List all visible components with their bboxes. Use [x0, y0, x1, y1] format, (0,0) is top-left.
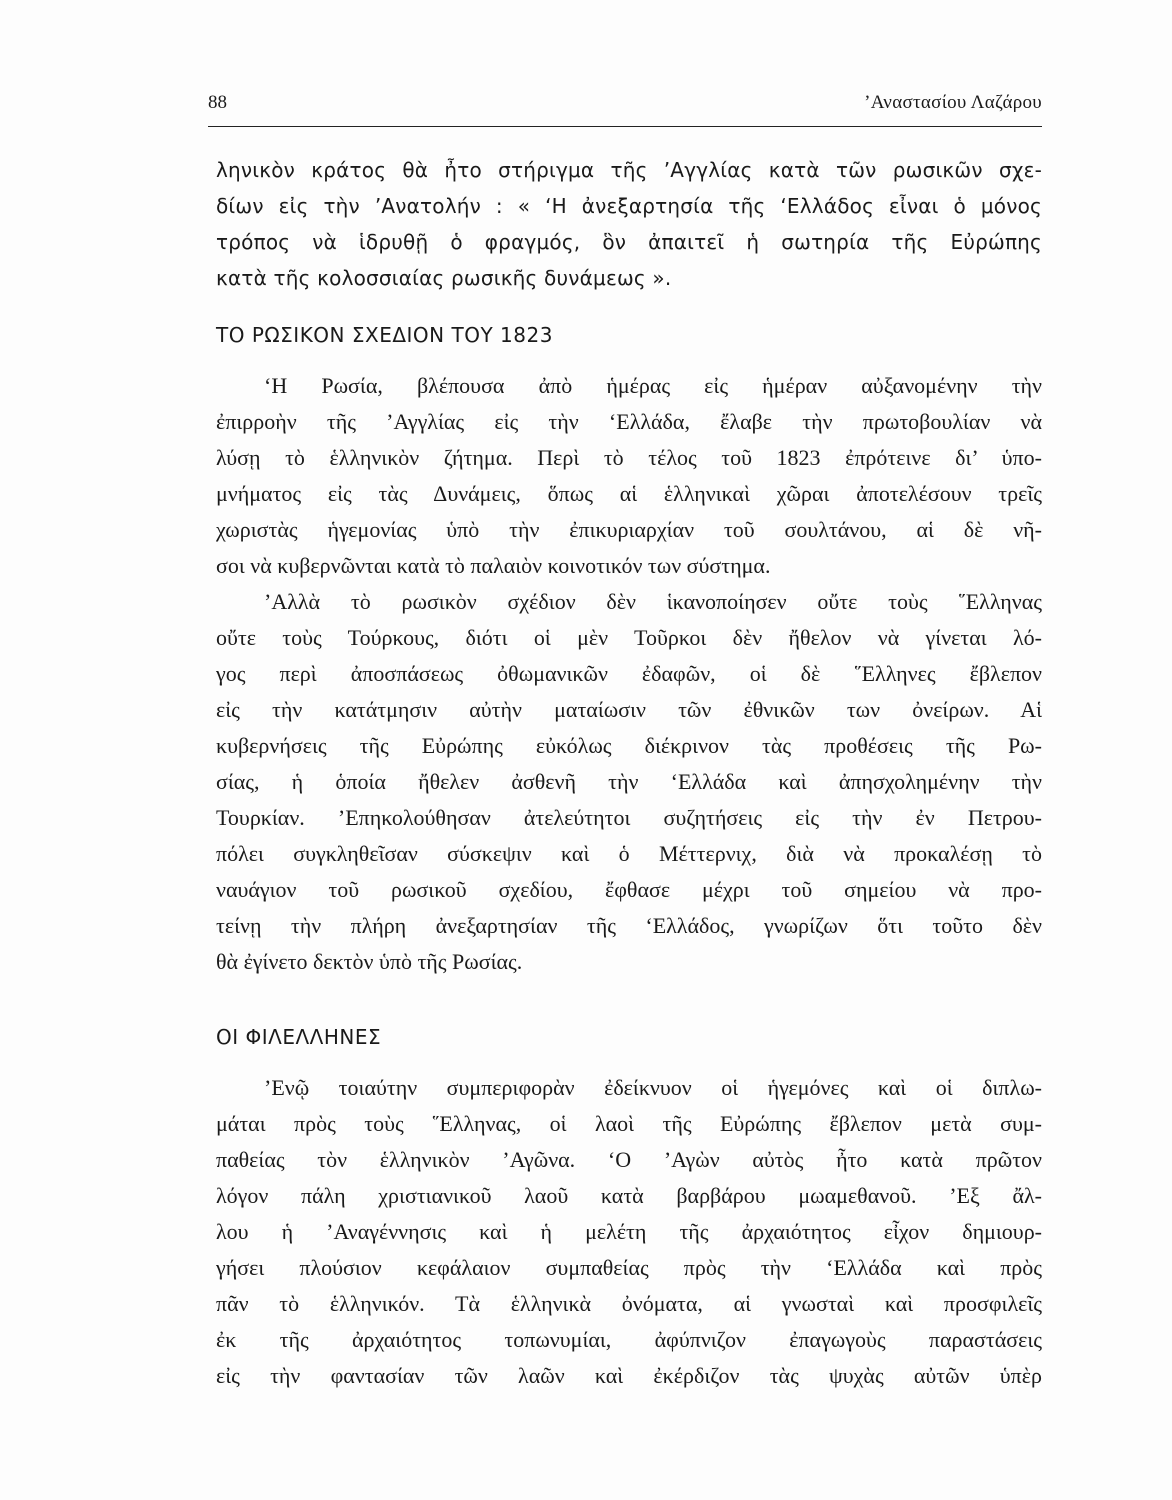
section-heading-philhellenes: ΟΙ ΦΙΛΕΛΛΗΝΕΣ	[216, 1025, 382, 1049]
section2-paragraph1	[216, 1070, 1042, 1394]
text-line: ’Ενῷ τοιαύτην συμπεριφορὰν ἐδείκνυον οἱ ἡγεμόνες καὶ οἱ διπλω-	[264, 1075, 1042, 1100]
text-line: χωριστὰς ἡγεμονίας ὑπὸ τὴν ἐπικυριαρχίαν τοῦ σουλτάνου, αἱ δὲ νῆ-	[216, 517, 1042, 542]
text-line: κυβερνήσεις τῆς Εὐρώπης εὐκόλως διέκρινον τὰς προθέσεις τῆς Ρω-	[216, 733, 1042, 758]
page-header	[208, 92, 1042, 126]
text-line: τείνῃ τὴν πλήρη ἀνεξαρτησίαν τῆς ‘Ελλάδος, γνωρίζων ὅτι τοῦτο δὲν	[216, 913, 1042, 938]
header-rule	[208, 126, 1042, 127]
text-line: παθείας τὸν ἑλληνικὸν ’Αγῶνα. ‘Ο ’Αγὼν αὐτὸς ἦτο κατὰ πρῶτον	[216, 1147, 1042, 1172]
text-line: πόλει συγκληθεῖσαν σύσκεψιν καὶ ὁ Μέττερνιχ, διὰ νὰ προκαλέσῃ τὸ	[216, 841, 1042, 866]
intro-paragraph	[216, 152, 1042, 296]
section1-paragraph1	[216, 368, 1042, 584]
text-line: εἰς τὴν φαντασίαν τῶν λαῶν καὶ ἐκέρδιζον τὰς ψυχὰς αὐτῶν ὑπὲρ	[216, 1363, 1042, 1388]
text-line: λόγον πάλη χριστιανικοῦ λαοῦ κατὰ βαρβάρου μωαμεθανοῦ. ’Εξ ἄλ-	[216, 1183, 1042, 1208]
text-line: μάται πρὸς τοὺς ῞Ελληνας, οἱ λαοὶ τῆς Εὐρώπης ἔβλεπον μετὰ συμ-	[216, 1111, 1042, 1136]
text-line: ‘Η Ρωσία, βλέπουσα ἀπὸ ἡμέρας εἰς ἡμέραν αὐξανομένην τὴν	[264, 373, 1042, 398]
text-line: σίας, ἡ ὁποία ἤθελεν ἀσθενῆ τὴν ‘Ελλάδα καὶ ἀπησχολημένην τὴν	[216, 769, 1042, 794]
running-head: ’Αναστασίου Λαζάρου	[864, 92, 1042, 113]
page-number: 88	[208, 92, 227, 113]
body-text	[216, 152, 1042, 1394]
text-line: κατὰ τῆς κολοσσιαίας ρωσικῆς δυνάμεως ».	[216, 266, 672, 290]
text-line: ἐπιρροὴν τῆς ’Αγγλίας εἰς τὴν ‘Ελλάδα, ἔλαβε τὴν πρωτοβουλίαν νὰ	[216, 409, 1042, 434]
text-line: ἐκ τῆς ἀρχαιότητος τοπωνυμίαι, ἀφύπνιζον ἐπαγωγοὺς παραστάσεις	[216, 1327, 1042, 1352]
text-line: εἰς τὴν κατάτμησιν αὐτὴν ματαίωσιν τῶν ἐθνικῶν των ὀνείρων. Αἱ	[216, 697, 1042, 722]
section-heading-russian-plan: ΤΟ ΡΩΣΙΚΟΝ ΣΧΕΔΙΟΝ ΤΟΥ 1823	[216, 323, 553, 347]
text-line: λου ἡ ’Αναγέννησις καὶ ἡ μελέτη τῆς ἀρχαιότητος εἶχον δημιουρ-	[216, 1219, 1042, 1244]
text-line: μνήματος εἰς τὰς Δυνάμεις, ὅπως αἱ ἑλληνικαὶ χῶραι ἀποτελέσουν τρεῖς	[216, 481, 1042, 506]
text-line: ναυάγιον τοῦ ρωσικοῦ σχεδίου, ἔφθασε μέχρι τοῦ σημείου νὰ προ-	[216, 877, 1042, 902]
text-line: δίων εἰς τὴν ’Ανατολήν : « ‘Η ἀνεξαρτησία τῆς ‘Ελλάδος εἶναι ὁ μόνος	[216, 194, 1042, 218]
text-line: ληνικὸν κράτος θὰ ἦτο στήριγμα τῆς ’Αγγλίας κατὰ τῶν ρωσικῶν σχε-	[216, 158, 1042, 182]
text-line: ’Αλλὰ τὸ ρωσικὸν σχέδιον δὲν ἱκανοποίησεν οὔτε τοὺς ῞Ελληνας	[264, 589, 1042, 614]
text-line: τρόπος νὰ ἱδρυθῇ ὁ φραγμός, ὃν ἀπαιτεῖ ἡ σωτηρία τῆς Εὐρώπης	[216, 230, 1042, 254]
text-line: Τουρκίαν. ’Επηκολούθησαν ἀτελεύτητοι συζητήσεις εἰς τὴν ἐν Πετρου-	[216, 805, 1042, 830]
section1-paragraph2	[216, 584, 1042, 980]
text-line: οὔτε τοὺς Τούρκους, διότι οἱ μὲν Τοῦρκοι δὲν ἤθελον νὰ γίνεται λό-	[216, 625, 1042, 650]
text-line: σοι νὰ κυβερνῶνται κατὰ τὸ παλαιὸν κοινοτικόν των σύστημα.	[216, 553, 771, 578]
text-line: λύσῃ τὸ ἑλληνικὸν ζήτημα. Περὶ τὸ τέλος τοῦ 1823 ἐπρότεινε δι’ ὑπο-	[216, 445, 1042, 470]
text-line: πᾶν τὸ ἑλληνικόν. Τὰ ἑλληνικὰ ὀνόματα, αἱ γνωσταὶ καὶ προσφιλεῖς	[216, 1291, 1042, 1316]
text-line: γήσει πλούσιον κεφάλαιον συμπαθείας πρὸς τὴν ‘Ελλάδα καὶ πρὸς	[216, 1255, 1042, 1280]
text-line: θὰ ἐγίνετο δεκτὸν ὑπὸ τῆς Ρωσίας.	[216, 949, 523, 974]
text-line: γος περὶ ἀποσπάσεως ὀθωμανικῶν ἐδαφῶν, οἱ δὲ ῞Ελληνες ἔβλεπον	[216, 661, 1042, 686]
